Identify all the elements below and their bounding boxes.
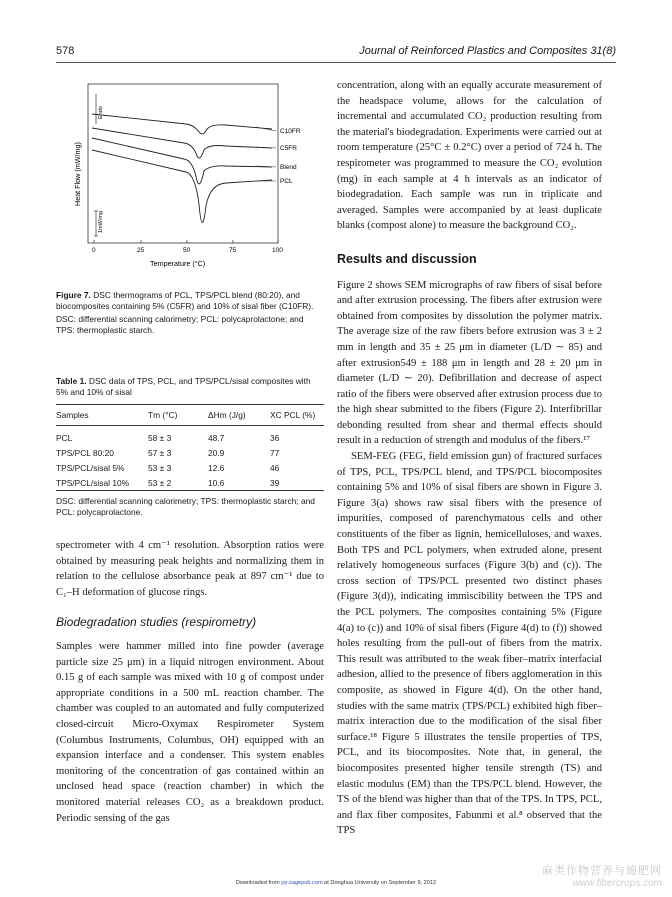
xtick-50: 50 (183, 247, 191, 254)
right-paragraph-1: concentration, along with an equally accurate measurement of the headspace volume, allows for the calculation of incremental and accumulated CO₂ production resulting from the material's biodegradation. Experiments were carried out at room temperature (25°C ± 0.2°C) over a period of 724 h. The respirometer was programmed to measure the CO₂ evolution (mg) in each sample at 4 h intervals as an indicator of biodegradation. Each sample was run in triplicate and averaged. Samples were accompanied by at least duplicate blanks (compost alone) to measure the background CO₂. (337, 80, 602, 232)
y-axis-label: Heat Flow (mW/mg) (73, 142, 82, 206)
figure-7-dsc-thermogram (56, 80, 324, 282)
table-row (56, 445, 324, 460)
xtick-0: 0 (92, 247, 96, 254)
table-1 (56, 376, 324, 518)
table-1-label: Table 1. (56, 376, 87, 386)
watermark-url: www.fibercrops.com (572, 878, 662, 889)
col-tm: Tm (°C) (148, 410, 178, 420)
label-c5fr: C5FR (280, 145, 297, 152)
figure-7-caption (56, 290, 324, 336)
cell: 57 ± 3 (148, 447, 172, 458)
header-rule (56, 62, 616, 63)
figure-7-note: DSC: differential scanning calorimetry; PCL: polycaprolactone; and TPS: thermoplastic starch. (56, 314, 304, 335)
xtick-75: 75 (229, 247, 237, 254)
figure-7-caption-text: DSC thermograms of PCL, TPS/PCL blend (80:20), and biocomposites containing 5% (C5FR) and 10% of sisal fiber (C10FR). (56, 290, 314, 311)
col-xc: XC PCL (%) (270, 410, 316, 420)
right-paragraph-2: Figure 2 shows SEM micrographs of raw fibers of sisal before and after extrusion processing. The fibers after extrusion were obtained from composites by dissolution the polymer matrix. The average size of the raw fibers before extrusion was 3 ± 2 mm in length and 35 ± 25 μm in diameter (L/D ∼ 85) and after extrusion549 ± 188 μm in length and 28 ± 20 μm in diameter (L/D ∼ 20). Defibrillation and decrease of aspect ratio of the fibers were observed after extrusion process due to the high shear submitted to the fibers (Figure 2). Interfibrillar debonding resulted from shear and thermal effects should result in a reduction of strength and modulus of the fibers.¹⁷ (337, 279, 602, 447)
cell: 46 (270, 462, 280, 473)
cell: 58 ± 3 (148, 432, 172, 443)
footer-rest: at Donghua University on September 9, 2012 (322, 880, 437, 886)
journal-title: Journal of Reinforced Plastics and Composites 31(8) (359, 45, 616, 57)
cell: 10.6 (208, 477, 225, 488)
left-column-body (56, 538, 324, 826)
cell: 48.7 (208, 432, 225, 443)
cell: PCL (56, 432, 73, 443)
table-1-grid (56, 404, 324, 491)
footer-link[interactable]: jrp.sagepub.com (281, 880, 323, 886)
label-blend: Blend (280, 164, 297, 171)
figure-7-caption-label: Figure 7. (56, 290, 91, 300)
cell: 20.9 (208, 447, 225, 458)
col-dhm: ΔHm (J/g) (208, 410, 246, 420)
scale-label: 1mW/mg (98, 211, 104, 233)
cell: 36 (270, 432, 280, 443)
curve-pcl (92, 150, 272, 223)
curve-c10fr (92, 114, 272, 134)
curve-c5fr (92, 128, 272, 158)
section-heading-results: Results and discussion (337, 251, 477, 266)
download-footer (0, 880, 672, 886)
table-row (56, 475, 324, 491)
cell: TPS/PCL 80:20 (56, 447, 114, 458)
endo-label: Endo (98, 106, 104, 119)
table-1-title: DSC data of TPS, PCL, and TPS/PCL/sisal composites with 5% and 10% of sisal (56, 376, 311, 397)
page-header (56, 45, 616, 61)
cell: TPS/PCL/sisal 5% (56, 462, 125, 473)
table-1-note: DSC: differential scanning calorimetry; TPS: thermoplastic starch; and PCL: polycaprolactone. (56, 496, 315, 517)
col-samples: Samples (56, 410, 89, 420)
table-row (56, 460, 324, 475)
right-column-body (337, 78, 602, 839)
label-c10fr: C10FR (280, 128, 301, 135)
left-paragraph-1: spectrometer with 4 cm⁻¹ resolution. Absorption ratios were obtained by measuring peak heights and normalizing them in relation to the cellulose absorbance peak at 897 cm⁻¹ due to C₁–H deformation of glucose rings. (56, 540, 324, 598)
xtick-100: 100 (272, 247, 283, 254)
cell: 39 (270, 477, 280, 488)
watermark-chinese: 麻类作物营养与施肥网 (542, 864, 662, 877)
right-paragraph-3: SEM-FEG (FEG, field emission gun) of fractured surfaces of TPS, PCL, TPS/PCL blend, and TPS/PCL biocomposites containing 5% and 10% of sisal fibers are shown in Figure 3. Figure 3(a) shows raw sisal fibers with the presence of impurities, composed of parenchymatous cells and other constituents of the fiber as lignin, hemicelluloses, and waxes. Both TPS and PCL polymers, when extruded alone, present relatively homogeneous surfaces (Figure 3(b) and (c)). The cross section of TPS/PCL presented two distinct phases (Figure 3(d)), indicating immiscibility between the TPS and the PCL polymers. The composites containing 5% (Figure 4(a) to (c)) and 10% of sisal fibers (Figure 4(d) to (f)) showed holes resulting from the pull-out of fibers from the matrix. This result was attributed to the weak fiber–matrix interfacial adhesion, allied to the presence of fibers agglomeration in this composite, as showed in Figure 4(d). On the other hand, studies with the same matrix (TPS/PCL) exhibited high fiber–matrix interaction due to the modification of the sisal fiber surface.¹⁸ Figure 5 illustrates the tensile properties of TPS, PCL, and its biocomposites. Note that, in general, the biocomposites presented higher tensile strength (TS) and elastic modulus (EM) than the TPS/PCL blend. However, the TS of the blend was higher than that of the TPS. In TPS, PCL, and flax fiber composites, Fabunmi et al.⁸ observed that the TPS (337, 451, 602, 837)
x-axis-label: Temperature (°C) (150, 259, 206, 268)
cell: TPS/PCL/sisal 10% (56, 477, 130, 488)
cell: 12.6 (208, 462, 225, 473)
table-row (56, 426, 324, 446)
footer-prefix: Downloaded from (235, 880, 282, 886)
cell: 53 ± 3 (148, 462, 172, 473)
left-paragraph-2: Samples were hammer milled into fine powder (average particle size 25 μm) in a liquid nitrogen environment. About 0.15 g of each sample was mixed with 10 g of compost under appropriate conditions in a 500 mL reaction chamber. The chamber was coupled to an automated and fully computerized closed-circuit Micro-Oxymax Respirometer System (Columbus Instruments, Columbus, OH) equipped with an expansion interface and a condenser. This system enables monitoring of the concentration of gas contained within an unclosed head space (reaction chamber) in which the monitored material releases CO₂ as a breakdown product. Periodic sensing of the gas (56, 640, 324, 824)
section-heading-biodegradation: Biodegradation studies (respirometry) (56, 615, 257, 630)
cell: 53 ± 2 (148, 477, 172, 488)
curve-blend (92, 138, 272, 184)
xtick-25: 25 (137, 247, 145, 254)
label-pcl: PCL (280, 178, 293, 185)
page-number: 578 (56, 45, 75, 57)
cell: 77 (270, 447, 280, 458)
